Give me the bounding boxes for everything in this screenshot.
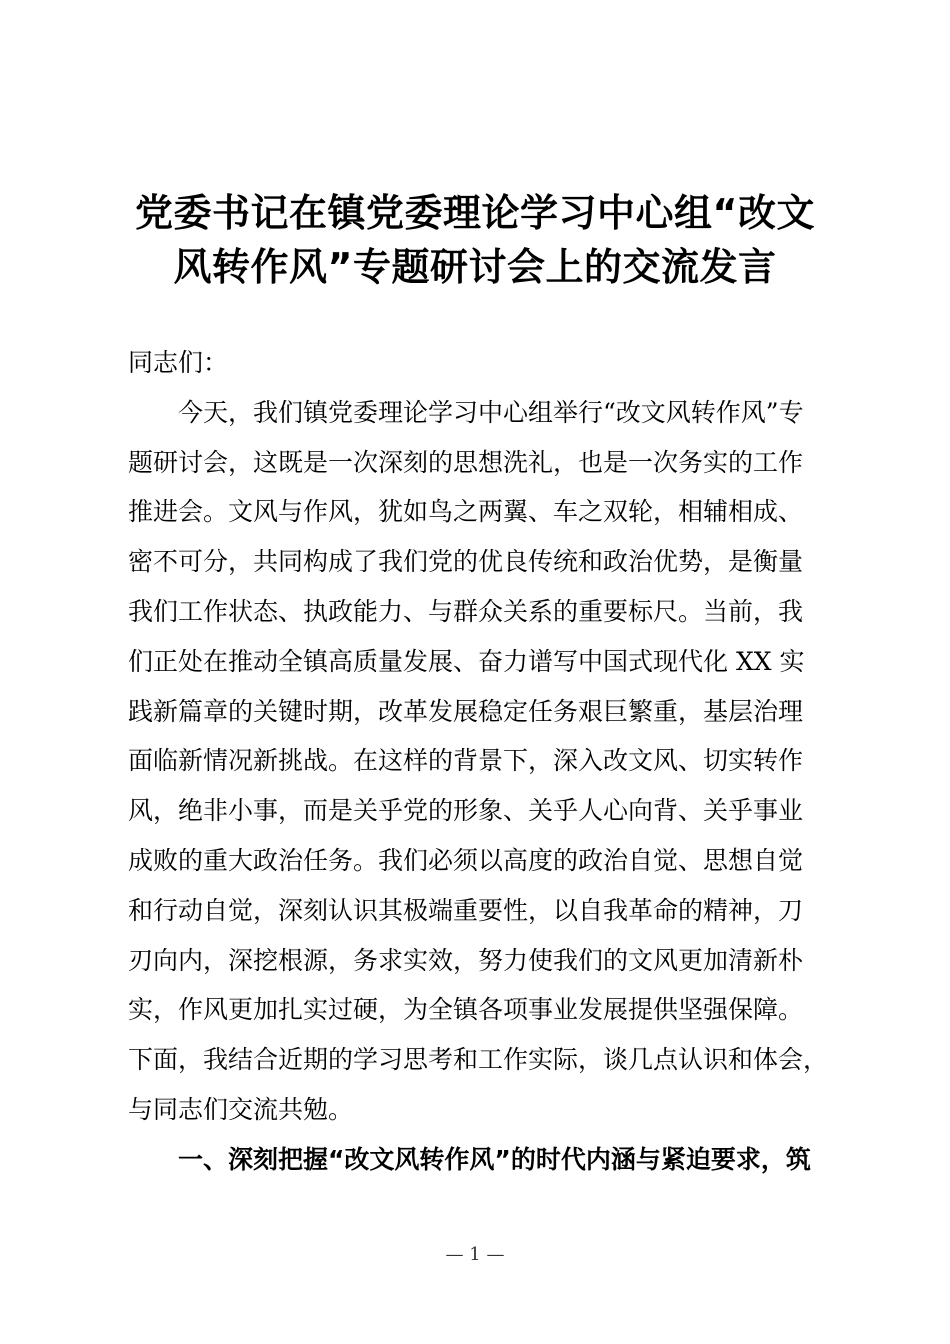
paragraph-line: 推进会。文风与作风，犹如鸟之两翼、车之双轮，相辅相成、	[128, 497, 804, 527]
paragraph-line: 风，绝非小事，而是关乎党的形象、关乎人心向背、关乎事业	[128, 796, 804, 826]
paragraph-line: 和行动自觉，深刻认识其极端重要性，以自我革命的精神，刀	[128, 895, 804, 925]
paragraph-line: 下面，我结合近期的学习思考和工作实际，谈几点认识和体会，	[128, 1045, 829, 1075]
paragraph-line: 实，作风更加扎实过硬，为全镇各项事业发展提供坚强保障。	[128, 995, 804, 1025]
opening-paragraph	[128, 388, 828, 1135]
paragraph-line: 面临新情况新挑战。在这样的背景下，深入改文风、切实转作	[128, 746, 804, 776]
section-heading-1: 一、深刻把握“改文风转作风”的时代内涵与紧迫要求，筑	[178, 1144, 811, 1174]
paragraph-line: 我们工作状态、执政能力、与群众关系的重要标尺。当前，我	[128, 596, 804, 626]
page-number: — 1 —	[445, 1244, 505, 1265]
salutation: 同志们：	[128, 348, 229, 377]
paragraph-line: 践新篇章的关键时期，改革发展稳定任务艰巨繁重，基层治理	[128, 696, 804, 726]
paragraph-line: 今天，我们镇党委理论学习中心组举行“改文风转作风”专	[178, 397, 804, 427]
paragraph-line: 与同志们交流共勉。	[128, 1094, 354, 1124]
title-line-2: 风转作风”专题研讨会上的交流发言	[173, 245, 777, 289]
title-line-1: 党委书记在镇党委理论学习中心组“改文	[135, 191, 815, 235]
paragraph-line: 密不可分，共同构成了我们党的优良传统和政治优势，是衡量	[128, 547, 804, 577]
paragraph-line: 们正处在推动全镇高质量发展、奋力谱写中国式现代化 XX 实	[128, 646, 805, 676]
document-body	[128, 338, 828, 1185]
paragraph-line: 题研讨会，这既是一次深刻的思想洗礼，也是一次务实的工作	[128, 447, 804, 477]
paragraph-line: 成败的重大政治任务。我们必须以高度的政治自觉、思想自觉	[128, 845, 804, 875]
paragraph-line: 刃向内，深挖根源，务求实效，努力使我们的文风更加清新朴	[128, 945, 804, 975]
document-title	[100, 186, 850, 294]
